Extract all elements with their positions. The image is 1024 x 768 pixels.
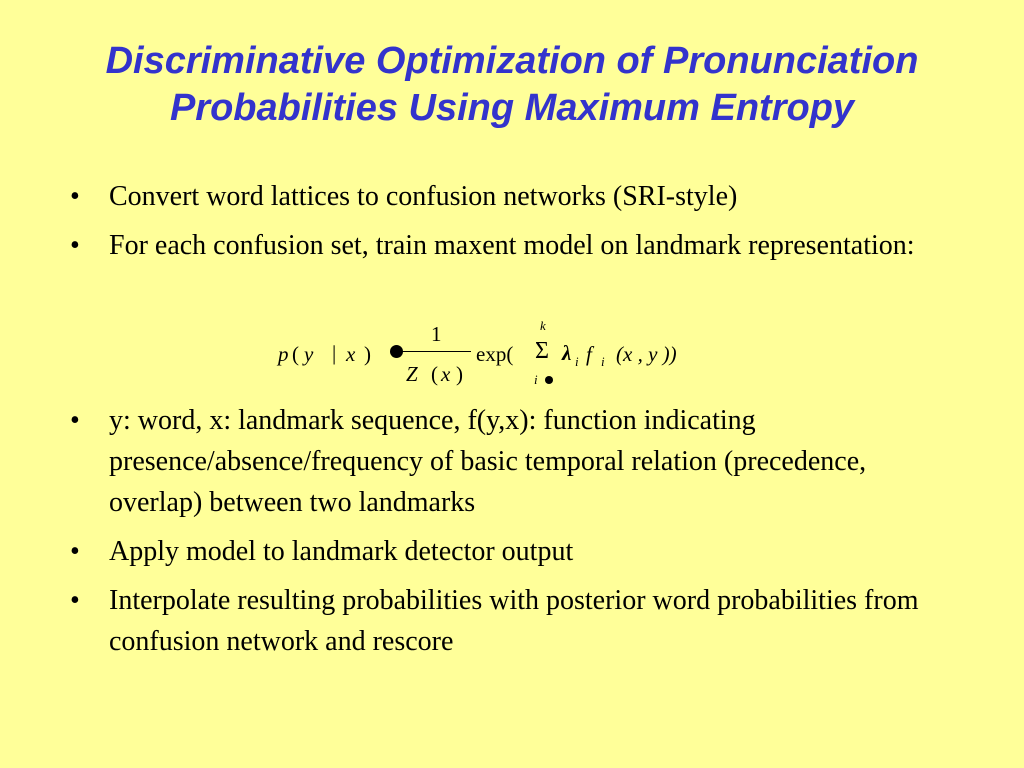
formula-x: x: [346, 342, 356, 366]
bullet-item: [70, 531, 950, 572]
sum-equals-dot-icon: [545, 376, 553, 384]
formula-z: Z: [406, 362, 418, 386]
formula-sum: Σ: [535, 338, 549, 364]
formula-denom-open: (: [431, 362, 438, 386]
bullet-text: Apply model to landmark detector output: [109, 536, 574, 567]
formula-exp: exp(: [476, 342, 514, 366]
formula-args: (x , y )): [616, 342, 677, 366]
formula-paren-close: ): [364, 342, 371, 366]
title-line-2: Probabilities Using Maximum Entropy: [169, 87, 855, 129]
bullet-dot-icon: •: [70, 181, 80, 212]
formula-p: p: [278, 342, 289, 366]
formula-bar: |: [332, 341, 337, 365]
bullet-text: y: word, x: landmark sequence, f(y,x): function indicating presence/absence/frequency of basic temporal relation (precedence, overlap) between two landmarks: [109, 405, 867, 518]
bullet-item: [70, 400, 950, 523]
formula-lambda-sub: i: [575, 354, 579, 369]
bullet-text: Interpolate resulting probabilities with posterior word probabilities from confusion network and rescore: [109, 585, 919, 657]
title-line-1: Discriminative Optimization of Pronunciation: [105, 40, 919, 82]
formula-denom-close: ): [456, 362, 463, 386]
formula-sum-upper: k: [540, 318, 546, 333]
formula-y: y: [304, 342, 314, 366]
formula-paren-open: (: [292, 342, 299, 366]
formula-f-sub: i: [601, 354, 605, 369]
slide-title: [0, 38, 1024, 132]
formula-denom-x: x: [441, 362, 451, 386]
maxent-formula: [270, 314, 710, 394]
formula-f: f: [586, 342, 592, 366]
bullet-dot-icon: •: [70, 536, 80, 567]
formula-numerator: 1: [431, 322, 442, 346]
bullet-dot-icon: •: [70, 405, 80, 436]
bullet-dot-icon: •: [70, 230, 80, 261]
bullet-text: For each confusion set, train maxent model on landmark representation:: [109, 230, 915, 261]
fraction-line: [401, 351, 471, 352]
formula-sum-lower: i: [534, 372, 538, 387]
bullet-item: [70, 176, 950, 217]
bullet-dot-icon: •: [70, 585, 80, 616]
bullet-item: [70, 580, 950, 662]
formula-lambda: λ: [562, 341, 572, 365]
bullet-text: Convert word lattices to confusion networks (SRI-style): [109, 181, 738, 212]
bullet-item: [70, 225, 950, 266]
bullet-list: [70, 176, 950, 670]
